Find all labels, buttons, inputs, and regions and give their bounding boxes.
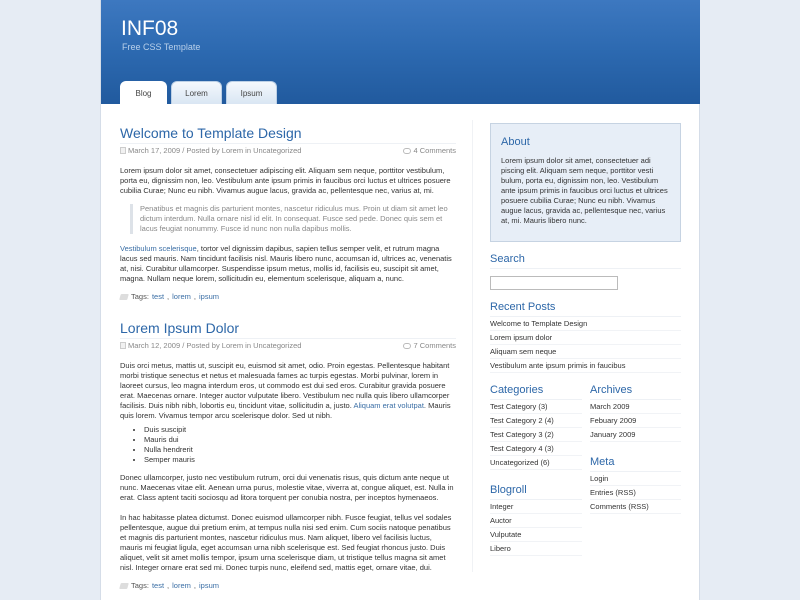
category-item[interactable]: [490, 442, 582, 456]
meta-item[interactable]: [590, 486, 681, 500]
archives-title: Archives: [590, 384, 681, 400]
tag-icon: [119, 583, 129, 589]
login-link[interactable]: Login: [590, 474, 609, 483]
post-date-author: March 17, 2009 / Posted by Lorem in Uncategorized: [128, 146, 302, 155]
recent-post-item[interactable]: [490, 331, 681, 345]
sidebar: [490, 123, 681, 556]
post-blockquote: Penatibus et magnis dis parturient montes, nascetur ridiculus mus. Proin ut diam sit amet leo dictum interdum. Nulla ornare nisl id elit. In consequat. Fusce sed pede. Donec quis sem et lacus feugiat nonummy. Fusce id nunc non nulla dapibus mollis.: [130, 204, 456, 234]
categories-list: [490, 400, 582, 470]
post-title-link[interactable]: Lorem Ipsum Dolor: [120, 320, 240, 336]
header: [101, 0, 700, 104]
blogroll-widget: [490, 484, 582, 556]
tab-lorem[interactable]: Lorem: [171, 81, 222, 104]
post-paragraph: Donec ullamcorper, justo nec vestibulum rutrum, orci dui venenatis risus, quis dictum ante neque ut nunc. Maecenas vitae elit. Aenean urna purus, molestie vitae, viverra at, congue aliquet, est. Nulla in erat. Class aptent taciti sociosqu ad litora torquent per conubia nostra, per inceptos hymenaeos.: [120, 473, 454, 502]
comments-count[interactable]: 4 Comments: [413, 146, 456, 155]
post: [120, 126, 456, 301]
meta-list: [590, 472, 681, 514]
post-tags: Tags: test , lorem , ipsum: [120, 581, 456, 590]
tag-link[interactable]: test: [151, 292, 165, 301]
comments-link[interactable]: [403, 341, 456, 350]
list-item: • Mauris dui: [144, 435, 456, 445]
archive-link[interactable]: March 2009: [590, 402, 630, 411]
tag-link[interactable]: lorem: [172, 292, 191, 301]
post-title[interactable]: [120, 126, 456, 141]
recent-post-item[interactable]: [490, 317, 681, 331]
blogroll-item[interactable]: [490, 528, 582, 542]
post-title-link[interactable]: Welcome to Template Design: [120, 125, 302, 141]
tab-blog[interactable]: Blog: [120, 81, 167, 104]
archive-link[interactable]: Febuary 2009: [590, 416, 637, 425]
recent-post-item[interactable]: [490, 359, 681, 373]
recent-posts-list: [490, 317, 681, 373]
meta-item[interactable]: [590, 500, 681, 514]
about-widget: [490, 123, 681, 242]
category-item[interactable]: [490, 414, 582, 428]
post-date-author: March 12, 2009 / Posted by Lorem in Uncategorized: [128, 341, 302, 350]
sidebar-columns: [490, 384, 681, 556]
recent-posts-widget: [490, 301, 681, 373]
blogroll-link[interactable]: Auctor: [490, 516, 512, 525]
categories-title: Categories: [490, 384, 582, 400]
post-paragraph: In hac habitasse platea dictumst. Donec euismod ullamcorper nibh. Fusce feugiat, tellus vel sodales pellentesque, augue dui pretium enim, at tempus nulla nisi sed enim. Cum sociis natoque penatibus et magnis dis parturient montes, nascetur ridiculus mus. Nam aliquet, libero vel facilisis luctus, mauris mi feugiat ligula, eget accumsan urna nibh scelerisque est. Sed feugiat rhoncus justo. Duis aliquet, velit sit amet mollis tempor, ipsum urna scelerisque diam, ut tristique tellus magna sit amet nisl. Integer ornare erat sed mi. Donec turpis nunc, eleifend sed, mattis eget, ornare vitae, dui.: [120, 513, 452, 572]
tag-link[interactable]: test: [151, 581, 165, 590]
post-meta: [120, 143, 456, 155]
category-link[interactable]: Test Category (3): [490, 402, 548, 411]
search-title: Search: [490, 253, 681, 269]
about-title: About: [501, 136, 530, 148]
comments-rss-link[interactable]: Comments (RSS): [590, 502, 649, 511]
recent-posts-title: Recent Posts: [490, 301, 681, 317]
tags-label: Tags:: [131, 581, 149, 590]
meta-title: Meta: [590, 456, 681, 472]
post-paragraph: Lorem ipsum dolor sit amet, consectetuer adipiscing elit. Aliquam sem neque, porttitor vestibulum, porta eu, dignissim non, leo. Vestibulum ante ipsum primis in faucibus orci luctus et ultrices posuere cubilia Curae; Nunc eu nibh. Vivamus augue lacus, gravida ac, pellentesque nec, varius at, mi.: [120, 166, 451, 195]
meta-item[interactable]: [590, 472, 681, 486]
category-link[interactable]: Test Category 2 (4): [490, 416, 554, 425]
meta-widget: [590, 456, 681, 514]
post-paragraph: Duis orci metus, mattis ut, suscipit eu, euismod sit amet, odio. Proin egestas. Pellentesque habitant morbi tristique senectus et netus et malesuada fames ac turpis egestas. Morbi pulvinar, lorem in laoreet cursus, leo magna interdum eros, ut commodo est dui sed eros. Curabitur gravida posuere erat. Maecenas ornare. Integer auctor vulputate libero. Vestibulum nec nulla quis libero ullamcorper facilisis. Duis nibh nibh, lobortis eu, tincidunt vitae, sollicitudin a, justo. Aliquam erat volutpat. Mauris quis lorem. Vivamus tempor arcu scelerisque dolor. Sed ut nibh.: [120, 361, 451, 420]
list-item: • Duis suscipit: [144, 425, 456, 435]
category-item[interactable]: [490, 456, 582, 470]
search-widget: [490, 253, 681, 290]
page-container: [100, 0, 700, 600]
blogroll-item[interactable]: [490, 542, 582, 556]
search-input[interactable]: [490, 276, 618, 290]
entries-rss-link[interactable]: Entries (RSS): [590, 488, 636, 497]
nav-tabs: [120, 81, 277, 104]
blogroll-item[interactable]: [490, 500, 582, 514]
post-body: [120, 361, 456, 573]
post-title[interactable]: [120, 321, 456, 336]
blogroll-list: [490, 500, 582, 556]
blogroll-link[interactable]: Libero: [490, 544, 511, 553]
category-link[interactable]: Test Category 3 (2): [490, 430, 554, 439]
post: [120, 321, 456, 590]
recent-post-item[interactable]: [490, 345, 681, 359]
inline-link[interactable]: Vestibulum scelerisque: [120, 244, 197, 253]
tag-link[interactable]: ipsum: [198, 292, 219, 301]
tag-link[interactable]: lorem: [172, 581, 191, 590]
recent-post-link[interactable]: Welcome to Template Design: [490, 319, 588, 328]
category-item[interactable]: [490, 428, 582, 442]
archives-widget: [590, 384, 681, 442]
inline-link[interactable]: Aliquam erat volutpat: [353, 401, 424, 410]
archive-item[interactable]: [590, 414, 681, 428]
blogroll-item[interactable]: [490, 514, 582, 528]
recent-post-link[interactable]: Aliquam sem neque: [490, 347, 557, 356]
post-paragraph: Vestibulum scelerisque, tortor vel dignissim dapibus, sapien tellus semper velit, et rutrum magna lacus sed mauris. Nam tincidunt facilisis nisl. Mauris libero nunc, accumsan id, ultrices ac, venenatis at, nisi. Curabitur ullamcorper. Suspendisse ipsum metus, mollis id, facilisis eu, suscipit sit amet, magna. Nullam neque lorem, sollicitudin eu, elementum scelerisque, aliquam a, nunc.: [120, 244, 452, 283]
recent-post-link[interactable]: Lorem ipsum dolor: [490, 333, 553, 342]
blogroll-link[interactable]: Integer: [490, 502, 514, 511]
list-item: • Semper mauris: [144, 455, 456, 465]
post-meta: [120, 338, 456, 350]
calendar-icon: [120, 342, 126, 349]
column-divider: [472, 120, 473, 572]
calendar-icon: [120, 147, 126, 154]
site-logo[interactable]: INF08: [121, 17, 179, 40]
blogroll-title: Blogroll: [490, 484, 582, 500]
recent-post-link[interactable]: Vestibulum ante ipsum primis in faucibus: [490, 361, 626, 370]
comment-icon: [403, 148, 411, 154]
blogroll-link[interactable]: Vulputate: [490, 530, 522, 539]
main-content: [120, 126, 456, 600]
comments-count[interactable]: 7 Comments: [413, 341, 456, 350]
comments-link[interactable]: [403, 146, 456, 155]
post-tags: Tags: test , lorem , ipsum: [120, 292, 456, 301]
category-item[interactable]: [490, 400, 582, 414]
archive-link[interactable]: January 2009: [590, 430, 636, 439]
tag-link[interactable]: ipsum: [198, 581, 219, 590]
post-body: [120, 166, 456, 284]
post-bullet-list: [144, 425, 456, 465]
list-item: • Nulla hendrerit: [144, 445, 456, 455]
archive-item[interactable]: [590, 428, 681, 442]
archives-list: [590, 400, 681, 442]
site-tagline: Free CSS Template: [122, 42, 201, 52]
tag-icon: [119, 294, 129, 300]
archive-item[interactable]: [590, 400, 681, 414]
tags-label: Tags:: [131, 292, 149, 301]
tab-ipsum[interactable]: Ipsum: [226, 81, 277, 104]
categories-widget: [490, 384, 582, 470]
about-text: Lorem ipsum dolor sit amet, consectetuer adi piscing elit. Aliquam sem neque, porttitor vesti bulum, porta eu, dignissim non, leo. Vestibulum ante ipsum primis in faucibus orci luctus et ultrices posuere cubilia Curae; Nunc eu nibh. Vivamus augue lacus, gravida ac, pellentesque nec, varius at, mi. Mauris libero nunc.: [501, 156, 668, 225]
comment-icon: [403, 343, 411, 349]
category-link[interactable]: Uncategorized (6): [490, 458, 550, 467]
category-link[interactable]: Test Category 4 (3): [490, 444, 554, 453]
